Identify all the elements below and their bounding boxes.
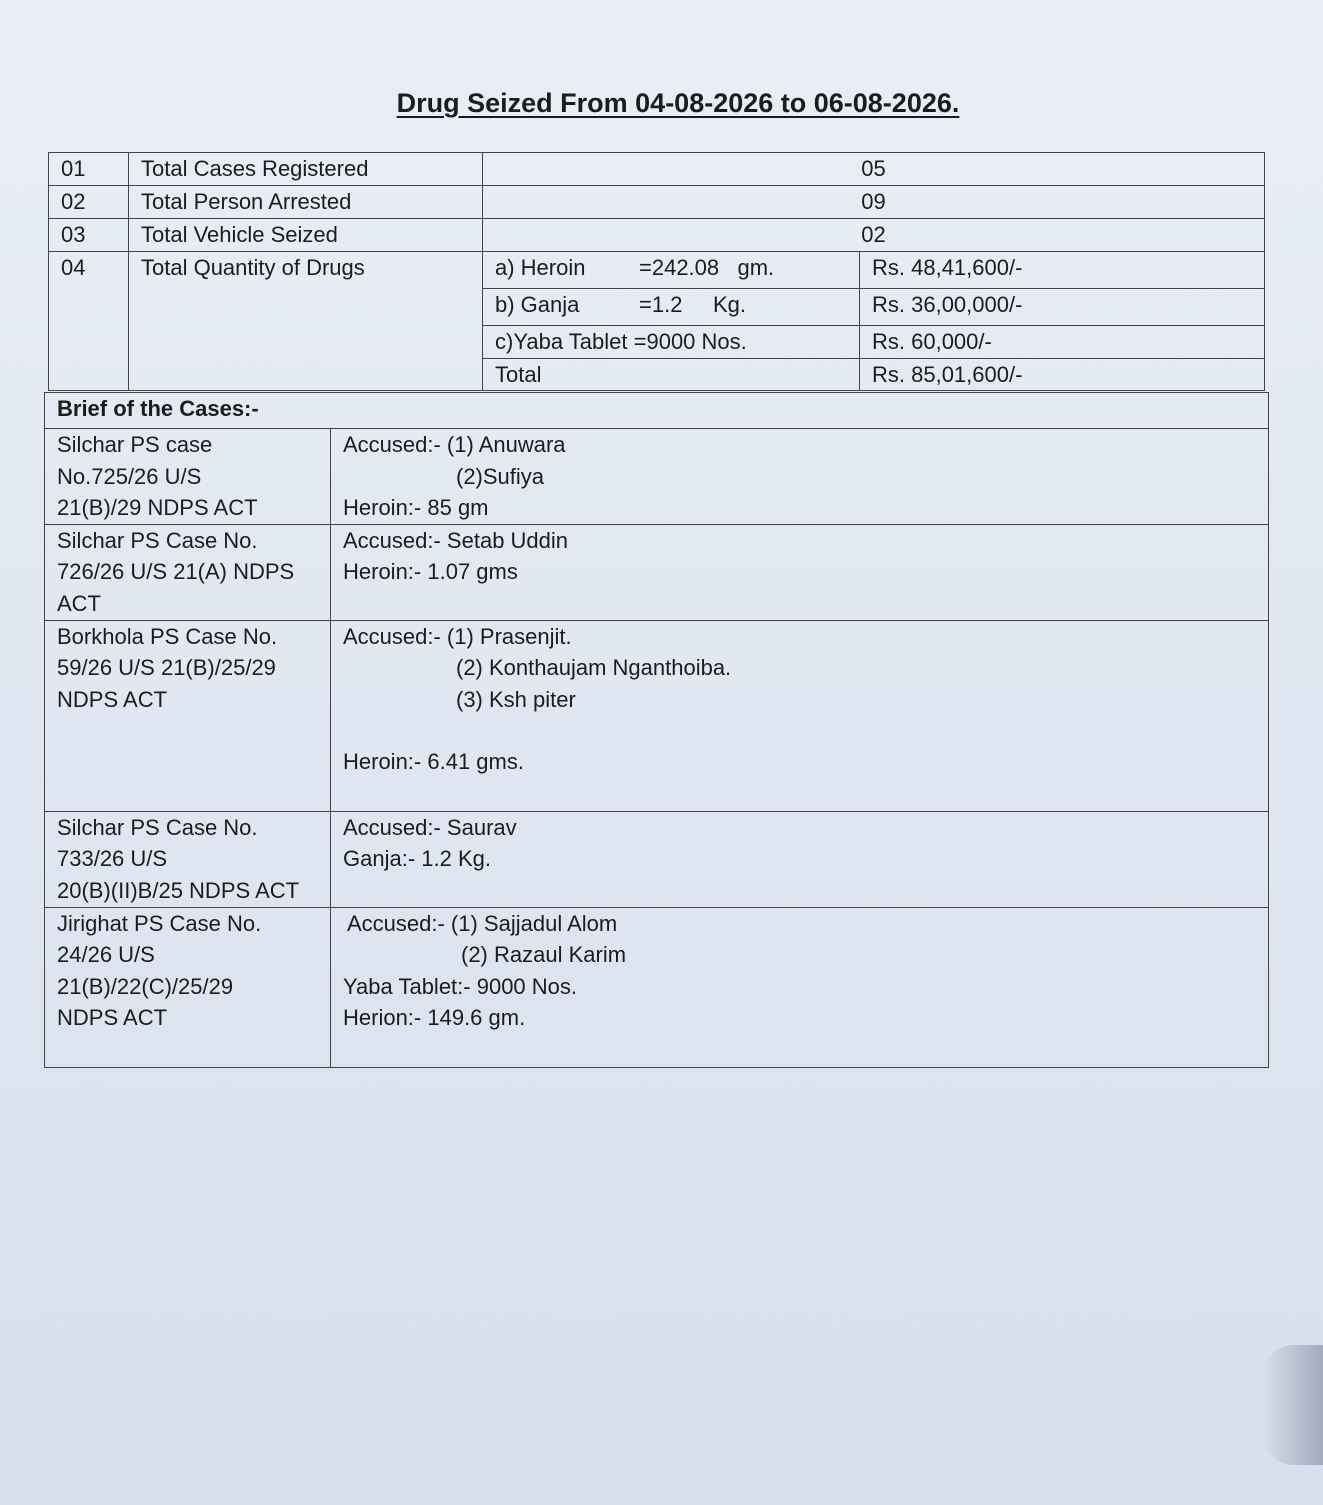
- seizure-line: Ganja:- 1.2 Kg.: [343, 846, 491, 871]
- case-ref-line: 21(B)/29 NDPS ACT: [57, 495, 258, 520]
- row-label: Total Quantity of Drugs: [129, 252, 483, 391]
- row-value: 02: [483, 219, 1265, 252]
- case-details: [331, 429, 1269, 525]
- accused-line: Accused:- (1) Prasenjit.: [343, 623, 572, 649]
- total-label: Total: [483, 359, 860, 391]
- case-reference: [45, 811, 331, 907]
- accused-line: (3) Ksh piter: [456, 686, 576, 712]
- case-row: [45, 811, 1269, 907]
- case-ref-line: 733/26 U/S: [57, 846, 168, 871]
- case-row: [45, 524, 1269, 620]
- case-ref-line: NDPS ACT: [57, 1005, 168, 1030]
- case-ref-line: Jirighat PS Case No.: [57, 910, 262, 936]
- case-details: [331, 620, 1269, 811]
- total-value: Rs. 85,01,600/-: [860, 359, 1265, 391]
- accused-line: Accused:- Saurav: [343, 814, 517, 840]
- case-ref-line: 726/26 U/S 21(A) NDPS: [57, 559, 295, 584]
- row-number: 01: [49, 153, 129, 186]
- drug-quantity-cell: [483, 326, 860, 359]
- brief-heading: Brief of the Cases:-: [45, 393, 1269, 429]
- case-ref-line: Silchar PS Case No.: [57, 814, 258, 840]
- row-number: 03: [49, 219, 129, 252]
- seizure-line: Heroin:- 85 gm: [343, 495, 489, 520]
- case-ref-line: No.725/26 U/S: [57, 463, 202, 489]
- row-value: 09: [483, 186, 1265, 219]
- row-number: 04: [49, 252, 129, 391]
- accused-line: (2) Konthaujam Nganthoiba.: [456, 655, 732, 680]
- case-row: [45, 620, 1269, 811]
- case-ref-line: NDPS ACT: [57, 686, 168, 712]
- drug-value: Rs. 60,000/-: [860, 326, 1265, 359]
- summary-row-arrested: [49, 186, 1265, 219]
- drug-name: a) Heroin: [495, 255, 586, 280]
- drug-quantity: =242.08 gm.: [639, 255, 775, 280]
- row-label: Total Vehicle Seized: [129, 219, 483, 252]
- case-ref-line: 21(B)/22(C)/25/29: [57, 973, 234, 999]
- accused-line: Accused:- (1) Anuwara: [343, 432, 566, 457]
- row-label: Total Person Arrested: [129, 186, 483, 219]
- seizure-line: Heroin:- 6.41 gms.: [343, 749, 524, 774]
- summary-row-cases: [49, 153, 1265, 186]
- case-details: [331, 811, 1269, 907]
- case-row: [45, 907, 1269, 1067]
- row-value: 05: [483, 153, 1265, 186]
- brief-heading-row: [45, 393, 1269, 429]
- case-ref-line: Silchar PS Case No.: [57, 527, 258, 553]
- case-ref-line: Borkhola PS Case No.: [57, 623, 278, 649]
- case-row: [45, 429, 1269, 525]
- case-reference: [45, 524, 331, 620]
- summary-table: [48, 152, 1265, 391]
- seizure-line: Yaba Tablet:- 9000 Nos.: [343, 973, 578, 999]
- case-ref-line: ACT: [57, 590, 101, 616]
- seizure-line: Heroin:- 1.07 gms: [343, 559, 518, 584]
- case-ref-line: 24/26 U/S: [57, 942, 155, 967]
- case-details: [331, 907, 1269, 1067]
- case-ref-line: Silchar PS case: [57, 432, 213, 457]
- cases-table: [44, 392, 1269, 1068]
- drug-name: b) Ganja: [495, 292, 580, 317]
- accused-line: (2)Sufiya: [456, 463, 545, 489]
- accused-line: Accused:- (1) Sajjadul Alom: [347, 910, 618, 936]
- row-number: 02: [49, 186, 129, 219]
- case-reference: [45, 907, 331, 1067]
- drug-quantity: =1.2 Kg.: [639, 292, 747, 317]
- drug-value: Rs. 36,00,000/-: [860, 289, 1265, 326]
- page-curl-shadow: [1263, 1345, 1323, 1465]
- case-reference: [45, 620, 331, 811]
- drug-quantity-cell: [483, 289, 860, 326]
- case-reference: [45, 429, 331, 525]
- case-ref-line: 20(B)(II)B/25 NDPS ACT: [57, 877, 300, 903]
- accused-line: (2) Razaul Karim: [461, 942, 627, 967]
- drug-name: c)Yaba Tablet: [495, 329, 628, 354]
- drug-quantity-cell: [483, 252, 860, 289]
- case-details: [331, 524, 1269, 620]
- seizure-line: Herion:- 149.6 gm.: [343, 1005, 526, 1030]
- drug-quantity: =9000 Nos.: [633, 329, 747, 354]
- summary-row-vehicles: [49, 219, 1265, 252]
- row-label: Total Cases Registered: [129, 153, 483, 186]
- drug-value: Rs. 48,41,600/-: [860, 252, 1265, 289]
- case-ref-line: 59/26 U/S 21(B)/25/29: [57, 655, 276, 680]
- drug-row-heroin: [49, 252, 1265, 289]
- accused-line: Accused:- Setab Uddin: [343, 527, 569, 553]
- document-title: Drug Seized From 04-08-2026 to 06-08-2026.: [396, 88, 960, 118]
